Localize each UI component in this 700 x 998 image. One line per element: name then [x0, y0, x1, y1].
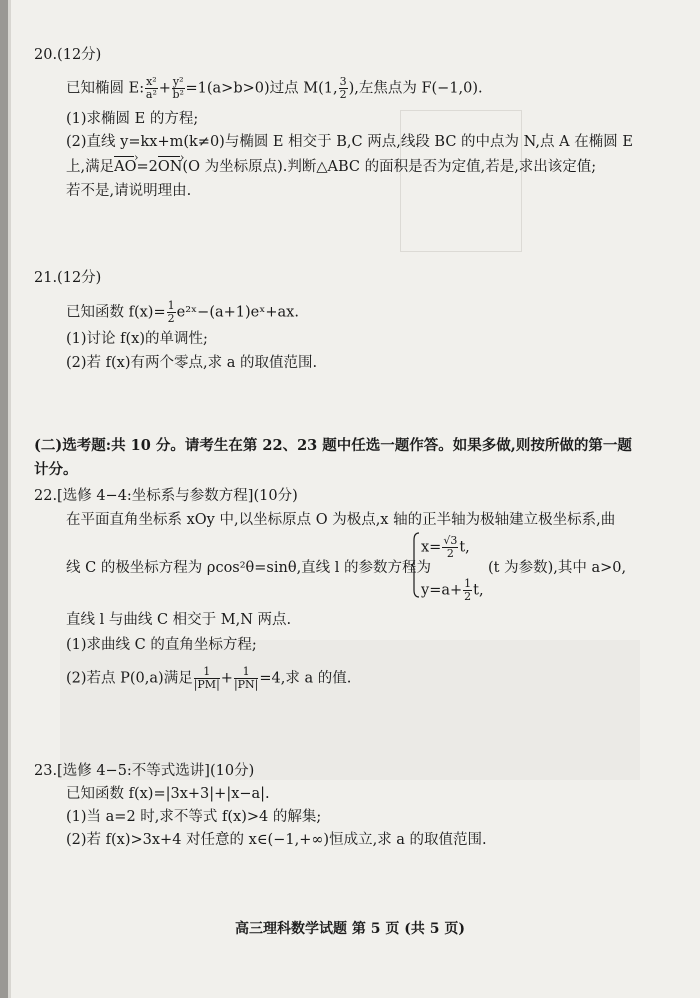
q22-param-note: (t 为参数),其中 a>0,: [488, 560, 627, 576]
q23-part1: (1)当 a=2 时,求不等式 f(x)>4 的解集;: [66, 809, 322, 825]
q20-part2-line1: (2)直线 y=kx+m(k≠0)与椭圆 E 相交于 B,C 两点,线段 BC 的中点为 N,点 A 在椭圆 E: [66, 134, 633, 150]
q23-given: 已知函数 f(x)=|3x+3|+|x−a|.: [66, 786, 270, 802]
q20-part1: (1)求椭圆 E 的方程;: [66, 111, 199, 127]
param-x-equation: [421, 535, 470, 560]
q20-given-text: ),左焦点为 F(−1,0).: [348, 80, 483, 97]
q23-header: 23.[选修 4−5:不等式选讲](10分): [34, 763, 255, 779]
vector-on: ON ›: [158, 158, 183, 176]
q20-frac-y: $\frac{\text{y²}}{\text{b²}}$: [172, 75, 184, 101]
q20-given: [66, 76, 483, 101]
q22-plus: +: [220, 670, 233, 687]
q21-header: 21.(12分): [34, 270, 102, 286]
q21-given: [66, 300, 299, 325]
q20-part2-line2: [66, 158, 596, 176]
page-footer: 高三理科数学试题 第 5 页 (共 5 页): [235, 921, 465, 937]
q20-frac-point: $\frac{3}{2}$: [339, 75, 347, 101]
q22-line2: 线 C 的极坐标方程为 ρcos²θ=sinθ,直线 l 的参数方程为: [66, 560, 432, 576]
q22-line1: 在平面直角坐标系 xOy 中,以坐标原点 O 为极点,x 轴的正半轴为极轴建立极坐标系,曲: [66, 512, 616, 528]
q20-given-text: =1(a>b>0)过点 M(1,: [185, 80, 338, 97]
q21-frac-half: $\frac{1}{2}$: [167, 299, 175, 325]
scan-shadow-edge: [0, 0, 8, 998]
q22-part1: (1)求曲线 C 的直角坐标方程;: [66, 637, 257, 653]
q22-text: (2)若点 P(0,a)满足: [66, 670, 193, 687]
optional-intro-line2: 计分。: [34, 461, 78, 478]
brace-icon: [410, 532, 420, 598]
q21-text: 已知函数 f(x)=: [66, 304, 166, 321]
q21-part1: (1)讨论 f(x)的单调性;: [66, 331, 208, 347]
param-text: x=: [421, 539, 442, 556]
show-through-box: [400, 110, 522, 252]
q21-text: e²ˣ−(a+1)eˣ+ax.: [176, 304, 299, 321]
vector-ao: AO ›: [114, 158, 136, 176]
q23-part2: (2)若 f(x)>3x+4 对任意的 x∈(−1,+∞)恒成立,求 a 的取值范围.: [66, 832, 487, 848]
q20-plus: +: [158, 80, 171, 97]
frac-pm: $\frac{1}{|PM|}$: [193, 665, 220, 691]
q20-text: (O 为坐标原点).判断△ABC 的面积是否为定值,若是,求出该定值;: [182, 159, 597, 175]
q22-text: =4,求 a 的值.: [259, 670, 352, 687]
q20-frac-x: $\frac{\text{x²}}{\text{a²}}$: [145, 75, 157, 101]
param-y-equation: [421, 578, 484, 603]
q22-part2: [66, 666, 351, 691]
param-text: t,: [473, 582, 484, 599]
q20-part2-line3: 若不是,请说明理由.: [66, 183, 192, 199]
frac-pn: $\frac{1}{|PN|}$: [233, 665, 259, 691]
scan-paper-edge: [8, 0, 11, 998]
q20-given-text: 已知椭圆 E:: [66, 80, 145, 97]
param-y-frac: $\frac{1}{2}$: [464, 577, 472, 603]
q20-text: =2: [136, 159, 158, 175]
optional-intro-line1: (二)选考题:共 10 分。请考生在第 22、23 题中任选一题作答。如果多做,则按所做的第一题: [34, 437, 632, 454]
q22-line3: 直线 l 与曲线 C 相交于 M,N 两点.: [66, 612, 292, 628]
q21-part2: (2)若 f(x)有两个零点,求 a 的取值范围.: [66, 355, 318, 371]
param-x-frac: $\frac{√3}{2}$: [443, 534, 458, 560]
q22-header: 22.[选修 4−4:坐标系与参数方程](10分): [34, 488, 298, 504]
show-through-box: [60, 640, 640, 780]
q20-text: 上,满足: [66, 159, 115, 175]
param-text: y=a+: [421, 582, 463, 599]
q20-header: 20.(12分): [34, 47, 102, 63]
param-text: t,: [459, 539, 470, 556]
